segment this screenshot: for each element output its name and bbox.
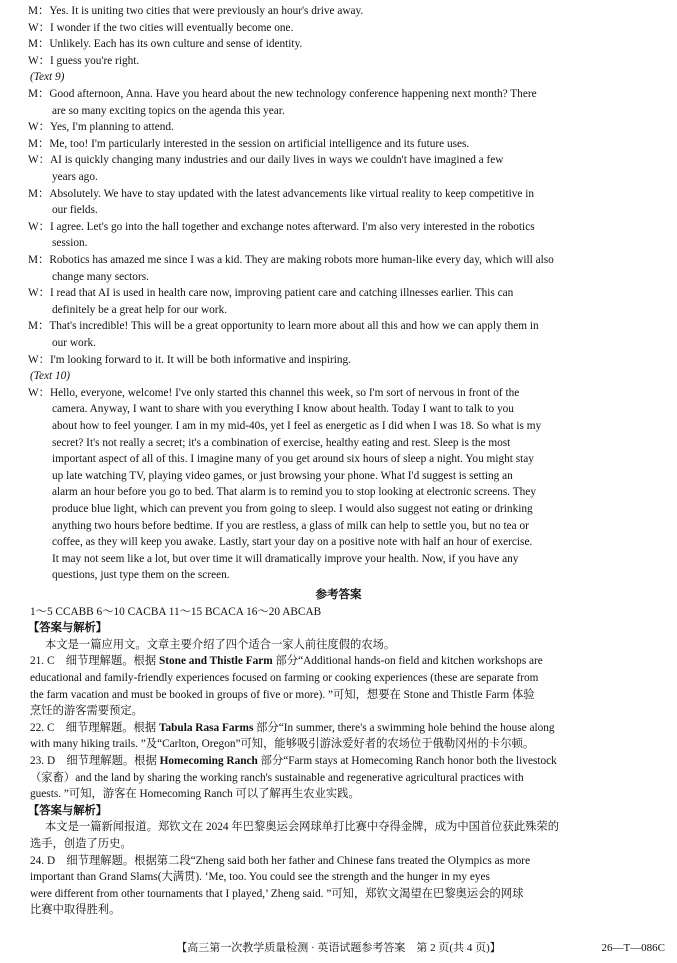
monologue-text10-line-cont: produce blue light, which can prevent you from going to sleep. I would also suggest not eating or drinking (52, 503, 533, 515)
q24-line: 比赛中取得胜利。 (30, 904, 121, 917)
dialogue-text8-line: W：I guess you're right. (28, 54, 140, 67)
monologue-text10-line-cont: anything two hours before bedtime. If you are restless, a glass of milk can help to settle you, but no tea or (52, 519, 529, 532)
dialogue-text9-line-cont: years ago. (52, 171, 98, 183)
dialogue-text9-line-cont: are so many exciting topics on the agenda this year. (52, 104, 285, 117)
dialogue-text9-line-cont: session. (52, 237, 88, 250)
footer-code: 26—T—086C (601, 942, 665, 954)
dialogue-text9-line: W：AI is quickly changing many industries and our daily lives in ways we couldn't have imagined a few (28, 154, 504, 167)
monologue-text10-line-cont: coffee, as they will keep you awake. Lastly, start your day on a positive note with half an hour of exercise. (52, 536, 533, 549)
q21-line: 烹饪的游客需要预定。 (30, 705, 143, 718)
q21-line: educational and family-friendly experiences focused on farming or cooking experiences (these are separate from (30, 672, 539, 684)
dialogue-text8-line: W：I wonder if the two cities will eventually become one. (28, 21, 294, 34)
dialogue-text9-line: M：Me, too! I'm particularly interested in the session on artificial intelligence and its future uses. (28, 137, 470, 150)
dialogue-text9-line: W：Yes, I'm planning to attend. (28, 121, 174, 134)
dialogue-text9-line-cont: change many sectors. (52, 270, 149, 283)
dialogue-text9-line: M：Absolutely. We have to stay updated with the latest advancements like virtual reality to keep competitive in (28, 187, 535, 200)
monologue-text10-line-cont: It may not seem like a lot, but over time it will dramatically improve your health. Now, if you have any (52, 552, 519, 565)
dialogue-text9-line: M：Robotics has amazed me since I was a kid. They are making robots more human-like every day, which will also (28, 254, 554, 266)
q23-line: guests. ”可知，游客在 Homecoming Ranch 可以了解再生农业实践。 (30, 788, 360, 801)
section-name: Stone and Thistle Farm (158, 655, 273, 668)
q21-line: the farm vacation and must be booked in groups of five or more). ”可知，想要在 Stone and Thistle Farm 体验 (30, 688, 535, 701)
monologue-text10-line-cont: about how to feel younger. I am in my mid-40s, yet I feel as energetic as I did when I was 18. So what is my (52, 420, 542, 432)
dialogue-text9-line-cont: definitely be a great help for our work. (52, 303, 228, 316)
monologue-text10-line-cont: camera. Anyway, I want to share with you everything I know about health. Today I want to talk to you (52, 403, 514, 416)
dialogue-text9-line: W：I agree. Let's go into the hall together and exchange notes afterward. I'm also very interested in the robotics (28, 220, 535, 233)
section-name: Homecoming Ranch (159, 755, 258, 767)
dialogue-text8-line: M：Unlikely. Each has its own culture and sense of identity. (28, 38, 303, 51)
analysis-label: 【答案与解析】 (28, 622, 108, 635)
dialogue-text9-line: W：I'm looking forward to it. It will be both informative and inspiring. (28, 353, 351, 366)
q24-line: 24. D 细节理解题。根据第二段“Zheng said both her father and Chinese fans treated the Olympics as more (30, 854, 531, 867)
answer-key: 1～5 CCABB 6～10 CACBA 11～15 BCACA 16～20 ABCAB (30, 605, 322, 618)
section-name: Tabula Rasa Farms (158, 721, 254, 734)
q22-line: 22. C 细节理解题。根据 Tabula Rasa Farms 部分“In summer, there's a swimming hole behind the house along (30, 721, 555, 734)
analysis-label-2: 【答案与解析】 (28, 804, 108, 817)
text9-label: (Text 9) (30, 71, 65, 84)
q22-line: with many hiking trails. ”及“Carlton, Oregon”可知，能够吸引游泳爱好者的农场位于俄勒冈州的卡尔顿。 (30, 738, 535, 751)
dialogue-text9-line: M：Good afternoon, Anna. Have you heard about the new technology conference happening next month? There (28, 88, 537, 100)
dialogue-text8-line: M：Yes. It is uniting two cities that were previously an hour's drive away. (28, 5, 364, 17)
monologue-text10-line-cont: questions, just type them on the screen. (52, 569, 230, 582)
q21-line: 21. C 细节理解题。根据 Stone and Thistle Farm 部分“Additional hands-on field and kitchen workshops are (30, 655, 543, 668)
answers-title: 参考答案 (315, 589, 362, 601)
dialogue-text9-line: W：I read that AI is used in health care now, improving patient care and catching illnesses earlier. This can (28, 287, 514, 300)
dialogue-text9-line-cont: our work. (52, 337, 96, 349)
monologue-text10-line-cont: secret? It's not really a secret; it's a combination of exercise, healthy eating and rest. Sleep is the most (52, 436, 511, 449)
passage-a-intro: 本文是一篇应用文。文章主要介绍了四个适合一家人前往度假的农场。 (45, 638, 396, 651)
passage-b-intro: 本文是一篇新闻报道。郑钦文在 2024 年巴黎奥运会网球单打比赛中夺得金牌，成为中国首位获此殊荣的 (45, 821, 560, 834)
monologue-text10-line-cont: important aspect of all of this. I imagine many of you get around six hours of sleep a night. You might stay (52, 453, 534, 466)
q23-line: （家畜）and the land by sharing the working ranch's sustainable and regenerative agricultural practices with (30, 771, 524, 784)
monologue-text10-line-cont: up late watching TV, playing video games, or just browsing your phone. What I'd suggest is setting an (52, 469, 513, 482)
q24-line: important than Grand Slams(大满贯). ‘Me, too. You could see the strength and the hunger in my eyes (30, 871, 490, 884)
monologue-text10-line: W：Hello, everyone, welcome! I've only started this channel this week, so I'm sort of nervous in front of the (28, 386, 520, 399)
text10-label: (Text 10) (30, 370, 71, 383)
page-footer (0, 941, 677, 955)
monologue-text10-line-cont: alarm an hour before you go to bed. That alarm is to remind you to stop looking at electronic screens. They (52, 486, 536, 499)
q24-line: were different from other tournaments that I played,’ Zheng said. ”可知，郑钦文渴望在巴黎奥运会的网球 (30, 887, 524, 900)
dialogue-text9-line-cont: our fields. (52, 204, 98, 217)
q23-line: 23. D 细节理解题。根据 Homecoming Ranch 部分“Farm stays at Homecoming Ranch honor both the livestock (30, 755, 557, 767)
footer-title: 【高三第一次教学质量检测 · 英语试题参考答案 第 2 页(共 4 页)】 (176, 942, 501, 954)
dialogue-text9-line: M：That's incredible! This will be a great opportunity to learn more about all this and how we can apply them in (28, 320, 539, 333)
passage-b-intro: 选手，创造了历史。 (30, 838, 132, 850)
